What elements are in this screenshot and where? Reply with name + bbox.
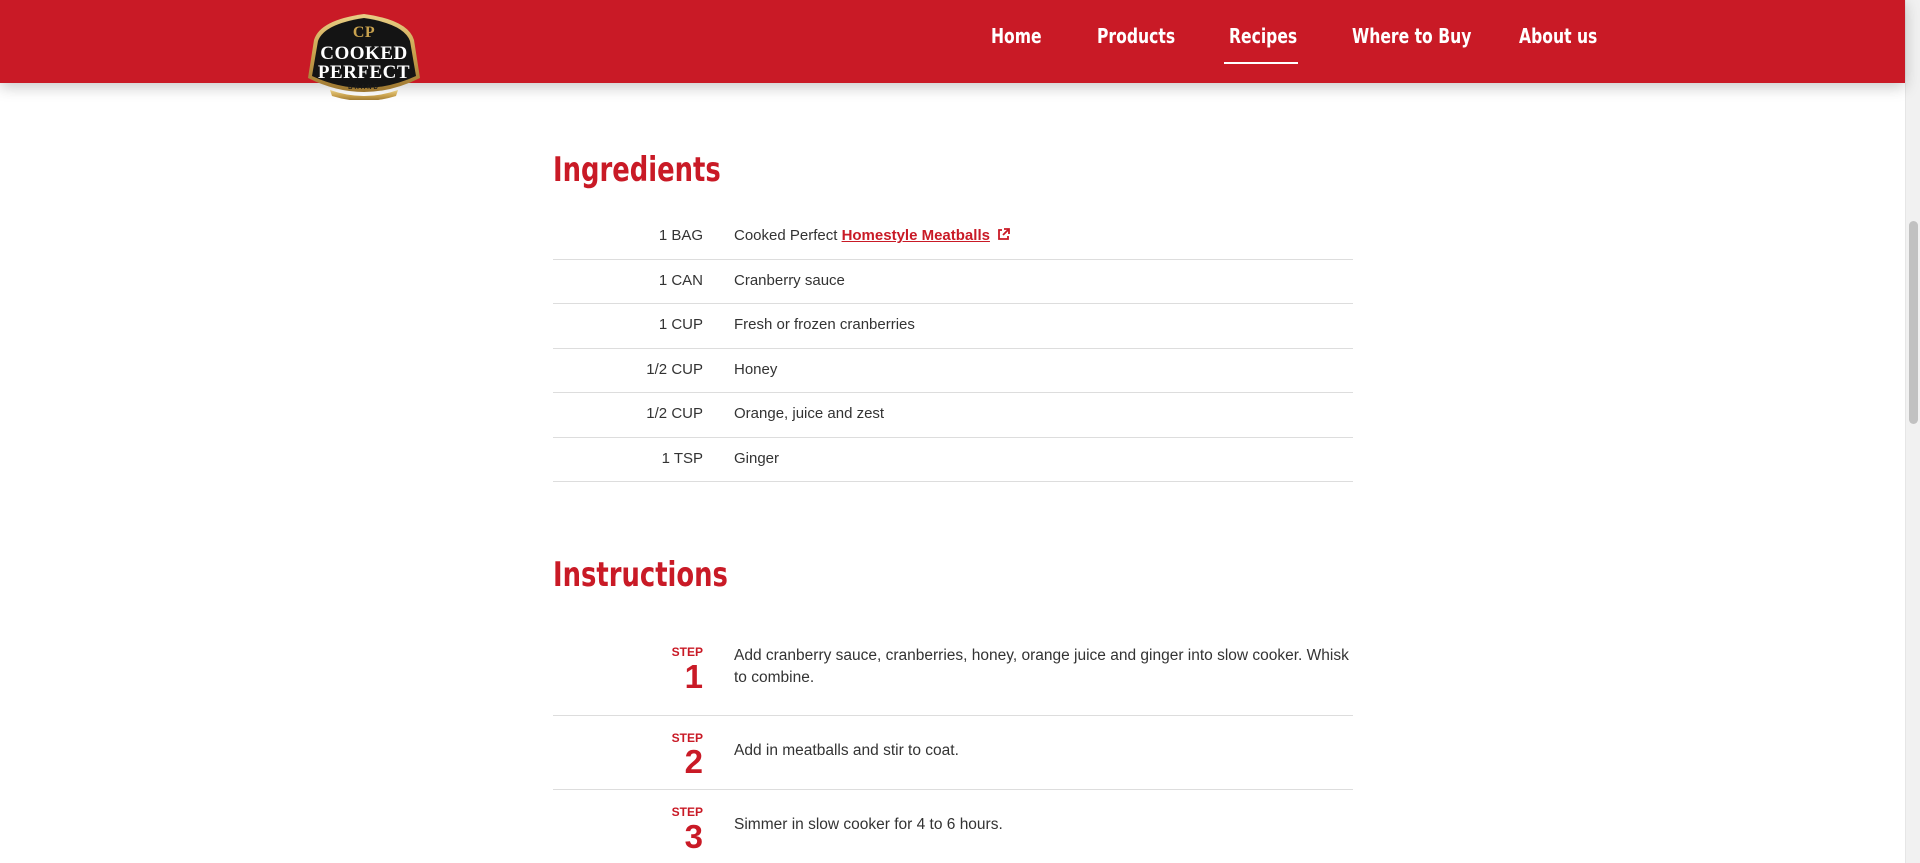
step-label: STEP [671, 645, 703, 659]
ingredient-desc: Fresh or frozen cranberries [734, 316, 915, 333]
step-text: Add in meatballs and stir to coat. [734, 742, 959, 759]
ingredient-desc: Cranberry sauce [734, 271, 845, 289]
step-row [553, 636, 1353, 716]
brand-logo[interactable] [300, 10, 428, 100]
logo-monogram: CP [352, 24, 376, 41]
instructions-list [553, 636, 1353, 863]
ingredient-qty: 1/2 CUP [646, 405, 703, 422]
nav-where-to-buy[interactable]: Where to Buy [1352, 24, 1472, 48]
nav-about-us[interactable]: About us [1519, 24, 1598, 48]
scrollbar-thumb[interactable] [1909, 221, 1918, 424]
ingredients-table [553, 215, 1353, 482]
step-number: 2 [684, 743, 703, 780]
ingredient-qty: 1 CUP [658, 316, 703, 333]
step-text: Simmer in slow cooker for 4 to 6 hours. [734, 816, 1003, 833]
step-row [553, 716, 1353, 790]
main-nav [0, 0, 1905, 83]
logo-text-perfect: PERFECT [317, 62, 411, 83]
step-label: STEP [671, 805, 703, 819]
step-text: Add cranberry sauce, cranberries, honey, orange juice and ginger into slow cooker. Whisk to combine. [734, 647, 1349, 686]
step-label: STEP [671, 731, 703, 745]
ingredient-row [553, 260, 1353, 305]
ingredient-row [553, 215, 1353, 260]
ingredient-row [553, 304, 1353, 349]
step-number: 3 [684, 818, 703, 855]
step-row [553, 790, 1353, 863]
ingredient-qty: 1/2 CUP [646, 360, 703, 378]
ingredient-row [553, 349, 1353, 394]
ingredients-title: Ingredients [553, 150, 721, 190]
ingredient-desc [734, 227, 1011, 246]
ingredient-qty: 1 TSP [661, 449, 703, 467]
active-nav-underline [1224, 62, 1298, 64]
ingredient-row [553, 438, 1353, 483]
ingredient-desc: Honey [734, 360, 778, 378]
ingredient-prefix: Cooked Perfect [734, 227, 842, 244]
nav-products[interactable]: Products [1097, 24, 1176, 48]
nav-recipes[interactable]: Recipes [1229, 24, 1298, 48]
page-scrollbar[interactable] [1905, 0, 1920, 863]
ingredient-qty: 1 BAG [658, 227, 703, 244]
step-number: 1 [684, 658, 703, 695]
nav-home[interactable]: Home [991, 24, 1042, 48]
external-link-icon[interactable] [996, 227, 1011, 246]
instructions-title: Instructions [553, 555, 728, 595]
ingredient-desc: Ginger [734, 449, 780, 467]
ingredient-row [553, 393, 1353, 438]
ingredient-qty: 1 CAN [658, 271, 703, 289]
site-header [0, 0, 1905, 83]
logo-text-brand: BRAND [348, 85, 380, 91]
logo-text-cooked: COOKED [320, 43, 408, 64]
homestyle-meatballs-link[interactable]: Homestyle Meatballs [841, 227, 990, 244]
ingredient-desc: Orange, juice and zest [734, 405, 885, 422]
